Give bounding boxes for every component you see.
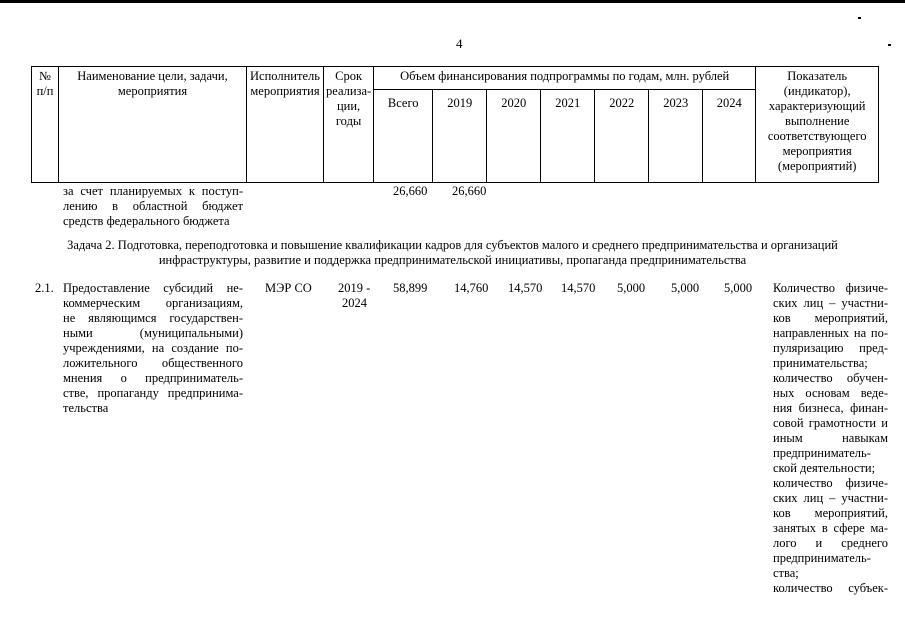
col-name-header: Наименование цели, задачи, мероприятия [59, 67, 247, 183]
row-2020: 14,570 [508, 281, 543, 295]
col-term-header: Срок реализа-ции, годы [324, 67, 374, 183]
federal-budget-total: 26,660 [393, 184, 428, 198]
row-number: 2.1. [35, 281, 54, 295]
col-year-header: 2024 [703, 90, 756, 183]
row-2024: 5,000 [724, 281, 753, 295]
row-2019: 14,760 [454, 281, 489, 295]
row-name: Предоставление субсидий не- коммерческим организациям, не являющимся государствен- ными (муниципальными) учреждениями, на создание по- ложительного общественного мнения о предприниматель- стве, пропаганду предпринима- тельства [63, 281, 243, 415]
col-year-header: 2020 [487, 90, 541, 183]
col-year-header: 2021 [541, 90, 595, 183]
scan-speck [888, 44, 891, 46]
page-number: 4 [456, 36, 463, 51]
scan-speck [858, 17, 861, 19]
row-term-end: 2024 [342, 296, 367, 310]
col-number-header: № п/п [32, 67, 59, 183]
row-executor: МЭР СО [265, 281, 312, 295]
col-indicator-header: Показатель (индикатор), характеризующий выполнение соответствующего мероприятия (мероприятий) [756, 67, 879, 183]
col-year-header: 2022 [595, 90, 649, 183]
federal-budget-2019: 26,660 [452, 184, 487, 198]
col-executor-header: Исполнитель мероприятия [247, 67, 324, 183]
col-funding-header: Объем финансирования подпрограммы по годам, млн. рублей [374, 67, 756, 90]
row-2023: 5,000 [671, 281, 700, 295]
top-border-line [0, 0, 905, 3]
row-2022: 5,000 [617, 281, 646, 295]
col-year-header: 2019 [433, 90, 487, 183]
row-total: 58,899 [393, 281, 428, 295]
row-indicator: Количество физиче- ских лиц – участни- ков мероприятий, направленных на по- пуляризацию пред- принимательства; количество обучен- ных основам веде- ния бизнеса, финан- совой грамотности и иным навыкам предприниматель- ской деятельности; количество физиче- ских лиц – участни- ков мероприятий, занятых в сфере ма- лого и среднего предприниматель- ства; количество субъек- [773, 281, 888, 595]
col-total-header: Всего [374, 90, 433, 183]
row-2021: 14,570 [561, 281, 596, 295]
task-2-heading: Задача 2. Подготовка, переподготовка и повышение квалификации кадров для субъектов малого и среднего предпринимательства и организаций инфраструктуры, развитие и поддержка предпринимательской инициативы, пропаганда предпринимательства [67, 238, 838, 267]
col-year-header: 2023 [649, 90, 703, 183]
federal-budget-row-label: за счет планируемых к поступ- лению в областной бюджет средств федерального бюджета [63, 184, 243, 228]
header-table [31, 66, 879, 183]
row-term-start: 2019 - [338, 281, 371, 295]
